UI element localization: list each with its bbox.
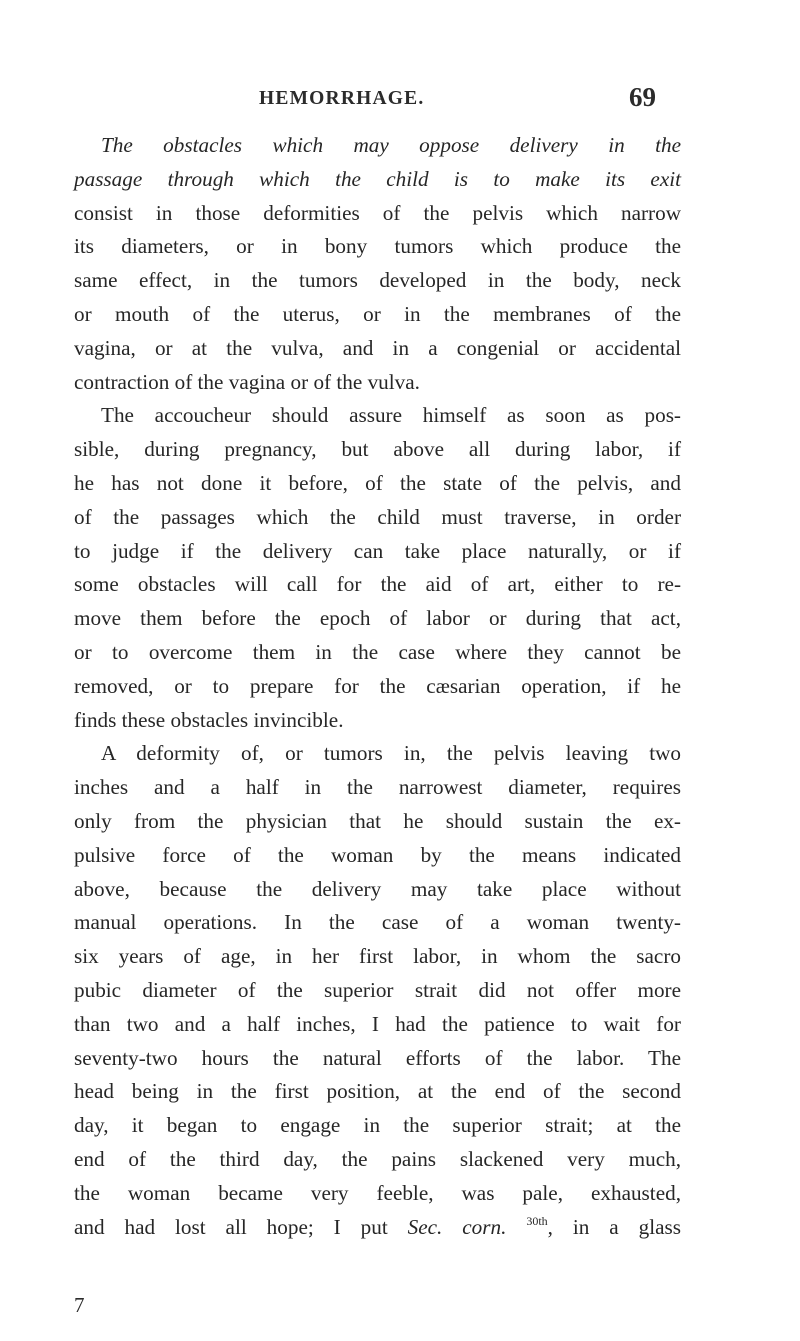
text-line: or to overcome them in the case where they cannot be	[74, 639, 681, 664]
body-text	[74, 129, 681, 1244]
text-line-last	[74, 1211, 681, 1245]
text-line: manual operations. In the case of a woman twenty-	[74, 910, 681, 935]
signature-mark: 7	[74, 1293, 85, 1317]
text-line: inches and a half in the narrowest diameter, requires	[74, 775, 681, 800]
text-line: or mouth of the uterus, or in the membranes of the	[74, 301, 681, 326]
text-line: pulsive force of the woman by the means indicated	[74, 842, 681, 867]
text-line: its diameters, or in bony tumors which produce the	[74, 234, 681, 259]
text-line: contraction of the vagina or of the vulva.	[74, 369, 420, 394]
text-line: sible, during pregnancy, but above all during labor, if	[74, 437, 681, 462]
text-line: consist in those deformities of the pelvis which narrow	[74, 200, 681, 225]
text-line: pubic diameter of the superior strait did not offer more	[74, 977, 681, 1002]
text-line: some obstacles will call for the aid of art, either to re-	[74, 572, 681, 597]
text-line: than two and a half inches, I had the patience to wait for	[74, 1011, 681, 1036]
text-line: the woman became very feeble, was pale, exhausted,	[74, 1180, 681, 1205]
text-line: A deformity of, or tumors in, the pelvis leaving two	[101, 741, 681, 766]
text-line: day, it began to engage in the superior strait; at the	[74, 1113, 681, 1138]
text-line: same effect, in the tumors developed in the body, neck	[74, 268, 681, 293]
text-line: head being in the first position, at the end of the second	[74, 1079, 681, 1104]
superscript: 30th	[526, 1213, 548, 1228]
page-number: 69	[629, 82, 656, 112]
text-line: to judge if the delivery can take place naturally, or if	[74, 538, 681, 563]
text-line: he has not done it before, of the state of the pelvis, and	[74, 470, 681, 495]
text-line: removed, or to prepare for the cæsarian operation, if he	[74, 673, 681, 698]
text-line: only from the physician that he should sustain the ex-	[74, 808, 681, 833]
text-run: , in a glass	[547, 1214, 681, 1239]
text-line: passage through which the child is to make its exit	[74, 166, 681, 191]
text-line: six years of age, in her first labor, in whom the sacro	[74, 944, 681, 969]
italic-abbreviation: Sec. corn.	[407, 1214, 507, 1239]
running-title: HEMORRHAGE.	[259, 88, 425, 109]
text-run: and had lost all hope; I put	[74, 1214, 408, 1239]
text-line: seventy-two hours the natural efforts of the labor. The	[74, 1045, 681, 1070]
text-line: finds these obstacles invincible.	[74, 707, 344, 732]
text-line: The obstacles which may oppose delivery in the	[101, 133, 681, 157]
text-line: vagina, or at the vulva, and in a congenial or accidental	[74, 335, 681, 360]
text-run	[506, 1215, 526, 1239]
text-line: The accoucheur should assure himself as soon as pos-	[101, 403, 681, 428]
text-line: of the passages which the child must traverse, in order	[74, 504, 681, 529]
running-head	[116, 82, 656, 122]
text-line: above, because the delivery may take place without	[74, 876, 681, 901]
text-line: move them before the epoch of labor or during that act,	[74, 606, 681, 631]
text-line: end of the third day, the pains slackened very much,	[74, 1146, 681, 1171]
